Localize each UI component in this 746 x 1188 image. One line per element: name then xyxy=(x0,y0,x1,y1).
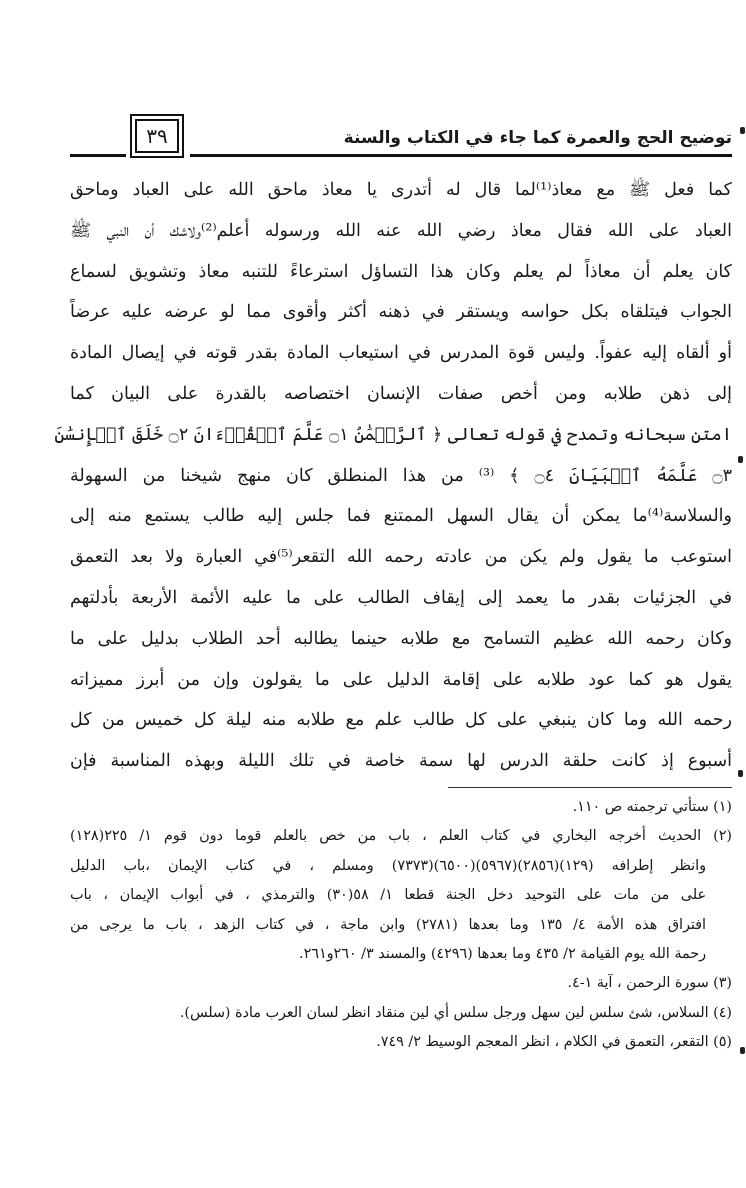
text-line: امتن سبحانه وتمدح في قوله تعالى ﴿ ٱلرَّحۡمَٰنُ ۝١ عَلَّمَ ٱلۡقُرۡءَانَ ۝٢ خَلَقَ ٱلۡإِنسَٰنَ xyxy=(54,424,732,445)
footnote-2-continued: رحمة الله يوم القيامة ٢/ ٤٣٥ وما بعدها (٤٢٩٦) والمسند ٣/ ٢٦٠و٢٦١. xyxy=(299,945,706,962)
footnote-2-continued: على من مات على التوحيد دخل الجنة قطعا ١/ ٥٨(٣٠) والترمذي ، في أبواب الإيمان ، باب xyxy=(70,887,706,904)
footnote-1: (١) ستأتي ترجمته ص ١١٠. xyxy=(572,799,732,815)
main-text xyxy=(54,170,733,782)
text-line: أسبوع إذ كانت حلقة الدرس لها سمة خاصة في تلك الليلة وبهذه المناسبة فإن xyxy=(70,751,732,772)
text-line: العباد على الله فقال معاذ رضي الله عنه الله ورسوله أعلم⁽²⁾ولاشك أن النبي ﷺ xyxy=(70,220,733,241)
margin-mark xyxy=(738,456,743,463)
footnote-2-continued: افتراق هذه الأمة ٤/ ١٣٥ وما بعدها (٢٧٨١) وابن ماجة ، في كتاب الزهد ، باب ما يرجى من xyxy=(70,916,706,933)
footnote-5: (٥) التقعر، التعمق في الكلام ، انظر المعجم الوسيط ٢/ ٧٤٩. xyxy=(376,1034,732,1051)
margin-mark xyxy=(738,770,743,777)
book-title: توضيح الحج والعمرة كما جاء في الكتاب والسنة xyxy=(343,128,732,148)
text-line: يقول هو كما عود طلابه على إقامة الدليل على ما يقولون وإن من أبرز مميزاته xyxy=(70,669,732,690)
page-number: ٣٩ xyxy=(146,124,168,148)
text-line: رحمه الله وما كان ينبغي على كل طالب علم مع طلابه منه ليلة كل خميس من كل xyxy=(70,710,732,731)
text-line: كان يعلم أن معاذاً لم يعلم وكان هذا التساؤل استرعاءً للتنبه معاذ وتشويق لسماع xyxy=(70,261,732,282)
text-line: أو ألقاه إليه عفواً. وليس قوة المدرس في استيعاب المادة بقدر قوته في إيصال المادة xyxy=(70,343,732,364)
text-line: الجواب فيتلقاه بكل حواسه ويستقر في ذهنه أكثر وأقوى مما لو عرضه عليه عرضاً xyxy=(70,302,732,323)
footnotes xyxy=(70,793,732,1058)
text-line: والسلاسة⁽⁴⁾ما يمكن أن يقال السهل الممتنع فما جلس إليه طالب يستمع منه إلى xyxy=(70,506,732,527)
footnote-separator xyxy=(448,787,732,788)
header-rule-left xyxy=(70,154,126,157)
footnote-2: (٢) الحديث أخرجه البخاري في كتاب العلم ، باب من خص بالعلم قوما دون قوم ١/ ٢٢٥(١٢٨) xyxy=(70,828,732,845)
text-line: ۝٣ عَلَّمَهُ ٱلۡبَيَانَ ۝٤ ﴾ ⁽³⁾ من هذا المنطلق كان منهج شيخنا من السهولة xyxy=(70,465,732,486)
text-line: في الجزئيات بقدر ما يعمد إلى إيقاف الطالب على ما عليه الأئمة الأربعة بأدلتهم xyxy=(70,587,732,608)
margin-mark xyxy=(740,127,745,134)
text-line: إلى ذهن طلابه ومن أخص صفات الإنسان اختصاصه بالقدرة على البيان كما xyxy=(70,383,732,404)
footnote-4: (٤) السلاس، شئ سلس لين سهل ورجل سلس أي لين منقاد انظر لسان العرب مادة (سلس). xyxy=(179,1004,732,1021)
page-number-frame xyxy=(130,114,184,158)
footnote-3: (٣) سورة الرحمن ، آية ١-٤. xyxy=(567,975,732,992)
margin-mark xyxy=(740,1047,745,1054)
running-header xyxy=(70,114,732,162)
header-rule-right xyxy=(190,154,732,157)
footnote-2-continued: وانظر إطرافه (١٢٩)(٢٨٥٦)(٥٩٦٧)(٦٥٠٠)(٧٣٧٣) ومسلم ، في كتاب الإيمان ،باب الدليل xyxy=(70,857,706,874)
text-line: استوعب ما يقول ولم يكن من عادته رحمه الله التقعر⁽⁵⁾في العبارة ولا بعد التعمق xyxy=(70,547,732,568)
text-line: وكان رحمه الله عظيم التسامح مع طلابه حينما يطالبه أحد الطلاب بدليل على ما xyxy=(70,628,732,649)
text-line: كما فعل ﷺ مع معاذ⁽¹⁾لما قال له أتدرى يا معاذ ماحق الله على العباد وماحق xyxy=(70,180,732,200)
